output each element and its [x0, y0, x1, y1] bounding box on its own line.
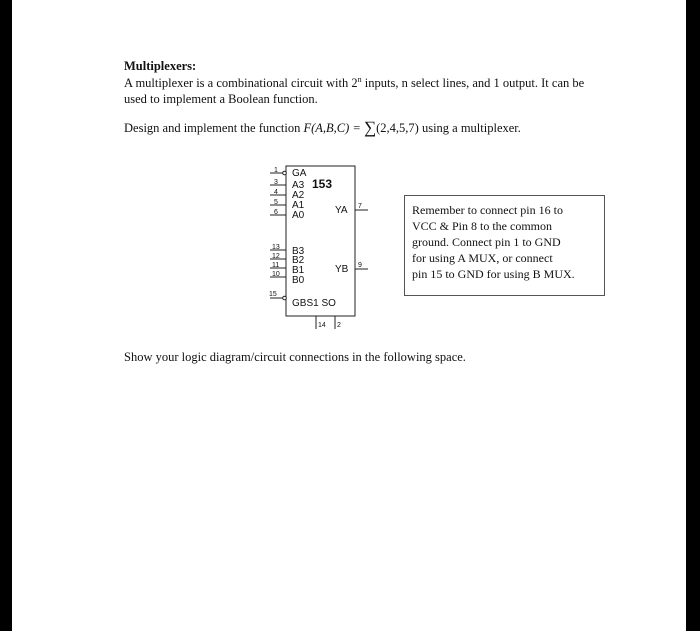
intro-text-line2: used to implement a Boolean function.: [124, 92, 318, 107]
function-minterms: (2,4,5,7): [376, 121, 419, 135]
right-black-border: [686, 0, 700, 631]
pin-number-15: 15: [269, 291, 277, 298]
note-line-1: Remember to connect pin 16 to: [412, 203, 563, 217]
task-prefix: Design and implement the function: [124, 121, 304, 135]
label-b3: B3: [292, 246, 305, 257]
note-line-4: for using A MUX, or connect: [412, 251, 553, 265]
note-line-3: ground. Connect pin 1 to GND: [412, 235, 561, 249]
label-ya: YA: [335, 205, 348, 216]
heading-multiplexers: Multiplexers:: [124, 59, 197, 73]
pin-number-14: 14: [318, 322, 326, 329]
pin-number-13: 13: [272, 244, 280, 251]
label-b1: B1: [292, 265, 305, 276]
label-gbs1-so: GBS1 SO: [292, 298, 336, 309]
intro-paragraph: [124, 72, 624, 107]
show-instructions: Show your logic diagram/circuit connections in the following space.: [124, 350, 466, 364]
label-a0: A0: [292, 210, 305, 221]
task-suffix: using a multiplexer.: [418, 121, 521, 135]
label-b0: B0: [292, 275, 305, 286]
sigma-symbol: ∑: [364, 118, 377, 137]
label-a2: A2: [292, 190, 305, 201]
label-a3: A3: [292, 180, 305, 191]
pin-number-3: 3: [274, 179, 278, 186]
left-black-border: [0, 0, 12, 631]
pin-number-12: 12: [272, 253, 280, 260]
label-ga: GA: [292, 168, 307, 179]
label-a1: A1: [292, 200, 305, 211]
task-sentence: [124, 120, 521, 136]
label-yb: YB: [335, 264, 349, 275]
part-number-153: 153: [312, 177, 333, 191]
pin-number-2: 2: [337, 322, 341, 329]
ic-74153-diagram: [255, 158, 370, 333]
note-line-5: pin 15 to GND for using B MUX.: [412, 267, 575, 281]
intro-text-part1: A multiplexer is a combinational circuit with 2: [124, 76, 358, 91]
pin-number-1: 1: [274, 167, 278, 174]
pin-number-4: 4: [274, 189, 278, 196]
intro-text-part2: inputs, n select lines, and 1 output. It can be: [361, 76, 585, 91]
function-lhs: F(A,B,C) =: [303, 121, 364, 135]
pin-number-7: 7: [358, 203, 362, 210]
pin-bubble-1: [283, 171, 287, 175]
note-line-2: VCC & Pin 8 to the common: [412, 219, 553, 233]
pin-number-9: 9: [358, 262, 362, 269]
label-b2: B2: [292, 255, 305, 266]
pin-number-11: 11: [272, 262, 280, 269]
pin-number-6: 6: [274, 209, 278, 216]
pin-number-5: 5: [274, 199, 278, 206]
note-box: [404, 195, 605, 296]
pin-bubble-15: [283, 296, 287, 300]
intro-superscript: n: [357, 75, 362, 84]
pin-number-10: 10: [272, 271, 280, 278]
